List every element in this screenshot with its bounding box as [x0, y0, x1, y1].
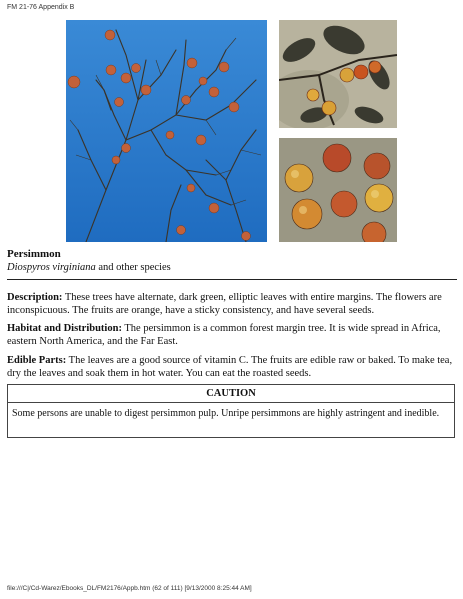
- scientific-name-suffix: and other species: [95, 262, 171, 273]
- edible-label: Edible Parts:: [7, 355, 67, 366]
- caution-divider: [8, 402, 454, 403]
- caution-text: Some persons are unable to digest persimmon pulp. Unripe persimmons are highly astringent and inedible.: [12, 408, 440, 419]
- persimmon-branch-fruit-photo: [279, 20, 397, 128]
- edible-parts-paragraph: [7, 354, 455, 380]
- description-label: Description:: [7, 292, 63, 303]
- persimmon-tree-photo: [66, 20, 267, 242]
- habitat-label: Habitat and Distribution:: [7, 323, 122, 334]
- description-text: These trees have alternate, dark green, elliptic leaves with entire margins. The flowers are inconspicuous. The fruits are orange, have a sticky consistency, and have several seeds.: [7, 292, 442, 316]
- habitat-text: The persimmon is a common forest margin tree. It is wide spread in Africa, eastern North America, and the Far East.: [7, 323, 441, 347]
- caution-box: [7, 384, 455, 438]
- habitat-paragraph: [7, 322, 455, 348]
- caution-title: CAUTION: [206, 388, 256, 399]
- page-footer: file:///C|/Cd-Warez/Ebooks_DL/FM2176/Appb.htm (62 of 111) [9/13/2000 8:25:44 AM]: [7, 585, 252, 592]
- edible-text: The leaves are a good source of vitamin C. The fruits are edible raw or baked. To make tea, dry the leaves and soak them in hot water. You can eat the roasted seeds.: [7, 355, 453, 379]
- persimmon-fruits-photo: [279, 138, 397, 242]
- scientific-name-italic: Diospyros virginiana: [7, 262, 96, 273]
- plant-common-name: Persimmon: [7, 248, 61, 260]
- section-divider: [7, 279, 457, 280]
- description-paragraph: [7, 291, 455, 317]
- plant-scientific-name: [7, 262, 171, 273]
- page-header: FM 21-76 Appendix B: [7, 4, 75, 11]
